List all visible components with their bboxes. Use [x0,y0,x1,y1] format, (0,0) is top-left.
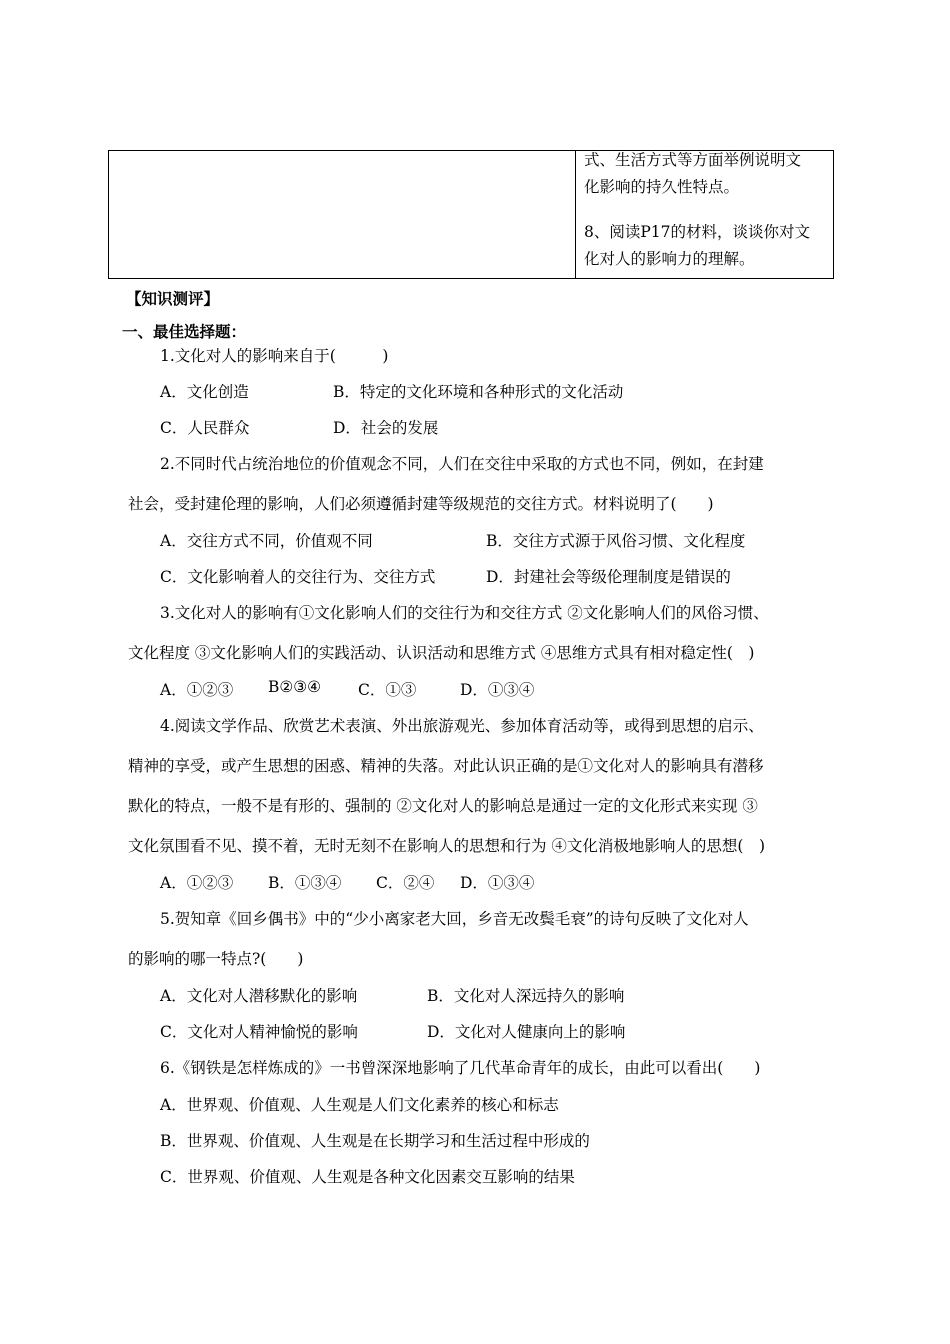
section-heading: 【知识测评】 [126,290,220,308]
q6-option-a: A．世界观、价值观、人生观是人们文化素养的核心和标志 [160,1096,559,1114]
q5-option-b: B．文化对人深远持久的影响 [427,987,625,1005]
q1-option-b: B．特定的文化环境和各种形式的文化活动 [333,383,624,401]
table-cell-line: 化影响的持久性特点。 [584,178,740,196]
question-3-stem-line: 文化程度 ③文化影响人们的实践活动、认识活动和思维方式 ④思维方式具有相对稳定性( ) [128,644,755,662]
table-cell-line: 化对人的影响力的理解。 [584,250,755,268]
question-2-stem-line: 2.不同时代占统治地位的价值观念不同，人们在交往中采取的方式也不同，例如，在封建 [160,455,764,473]
q6-option-b: B．世界观、价值观、人生观是在长期学习和生活过程中形成的 [160,1132,590,1150]
table-bottom-border [108,278,834,279]
q4-option-d: D．①③④ [460,874,535,892]
q1-option-a: A．文化创造 [160,383,249,401]
question-6-stem: 6.《钢铁是怎样炼成的》一书曾深深地影响了几代革命青年的成长，由此可以看出( ) [160,1059,761,1077]
subsection-heading: 一、最佳选择题： [122,323,247,341]
q3-option-a: A．①②③ [160,681,234,699]
question-4-stem-line: 精神的享受，或产生思想的困惑、精神的失落。对此认识正确的是①文化对人的影响具有潜移 [128,757,764,775]
q6-option-c: C．世界观、价值观、人生观是各种文化因素交互影响的结果 [160,1168,575,1186]
question-5-stem-line: 5.贺知章《回乡偶书》中的“少小离家老大回，乡音无改鬓毛衰”的诗句反映了文化对人 [160,910,749,928]
q4-option-c: C．②④ [376,874,435,892]
q2-option-c: C．文化影响着人的交往行为、交往方式 [160,568,436,586]
table-right-border [833,150,834,279]
q5-option-d: D．文化对人健康向上的影响 [427,1023,626,1041]
q5-option-c: C．文化对人精神愉悦的影响 [160,1023,358,1041]
table-cell-line: 8、阅读P17的材料，谈谈你对文 [584,223,811,241]
table-column-divider [575,150,576,279]
table-left-border [108,150,109,279]
q3-option-b: B②③④ [268,678,322,696]
question-5-stem-line: 的影响的哪一特点?( ) [128,950,304,968]
question-4-stem-line: 文化氛围看不见、摸不着，无时无刻不在影响人的思想和行为 ④文化消极地影响人的思想( ) [128,837,766,855]
question-4-stem-line: 4.阅读文学作品、欣赏艺术表演、外出旅游观光、参加体育活动等，或得到思想的启示、 [160,717,764,735]
q2-option-b: B．交往方式源于风俗习惯、文化程度 [486,532,746,550]
q3-option-d: D．①③④ [460,681,535,699]
q4-option-b: B．①③④ [268,874,342,892]
table-cell-line: 式、生活方式等方面举例说明文 [584,151,802,169]
q2-option-d: D．封建社会等级伦理制度是错误的 [486,568,731,586]
q1-option-c: C．人民群众 [160,419,250,437]
q2-option-a: A．交往方式不同，价值观不同 [160,532,373,550]
q3-option-c: C．①③ [358,681,417,699]
question-2-stem-line: 社会，受封建伦理的影响，人们必须遵循封建等级规范的交往方式。材料说明了( ) [128,495,714,513]
question-1-stem: 1.文化对人的影响来自于( ) [160,347,389,365]
question-4-stem-line: 默化的特点，一般不是有形的、强制的 ②文化对人的影响总是通过一定的文化形式来实现 ③ [128,797,758,815]
q5-option-a: A．文化对人潜移默化的影响 [160,987,358,1005]
question-3-stem-line: 3.文化对人的影响有①文化影响人们的交往行为和交往方式 ②文化影响人们的风俗习惯、 [160,604,769,622]
q4-option-a: A．①②③ [160,874,234,892]
q1-option-d: D．社会的发展 [333,419,439,437]
